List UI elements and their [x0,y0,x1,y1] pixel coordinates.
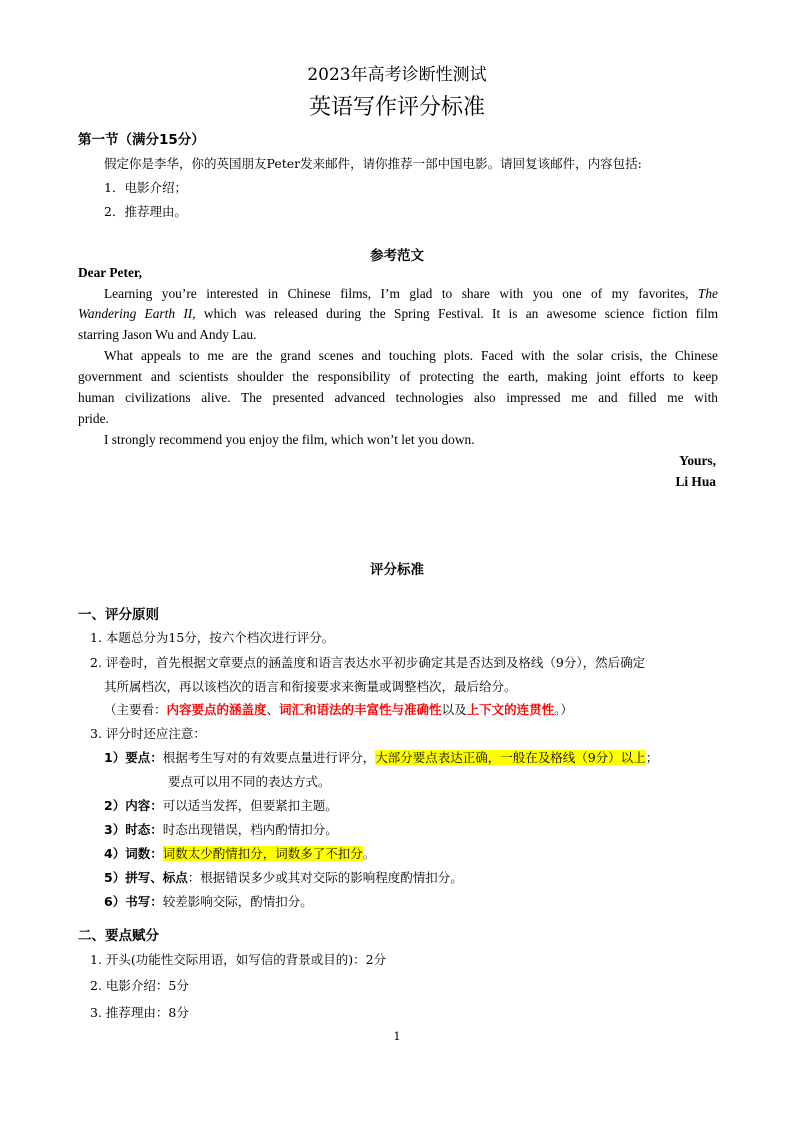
item-text: 。 [362,846,376,861]
note-item-3 [104,820,338,838]
item-key: 3）时态： [104,822,163,837]
criteria-heading: 评分标准 [370,562,424,578]
letter-p2-line4: pride. [78,411,109,426]
item-text: 可以适当发挥，但要紧扣主题。 [162,798,338,813]
item-text: ； [645,750,659,765]
doc-title: 2023年高考诊断性测试 [307,65,487,85]
note-text: （主要看： [104,702,167,717]
section1-point-2: 2．推荐理由。 [104,204,187,219]
item-key: 2）内容： [104,798,163,813]
score-point-2: 2. 电影介绍：5分 [90,978,189,993]
note-text: 、 [266,702,280,717]
rule-3: 3. 评分时还应注意： [90,726,206,741]
film-title-part: The [697,286,718,301]
item-key: 6）书写： [104,894,163,909]
part2-heading: 二、要点赋分 [78,928,159,944]
film-title-part: Wandering Earth II [78,306,193,321]
rule-2-line1: 2. 评卷时，首先根据文章要点的涵盖度和语言表达水平初步确定其是否达到及格线（9分），然后确定 [90,655,646,670]
emphasis-vocab-grammar: 词汇和语法的丰富性与准确性 [279,702,442,717]
note-item-5 [104,868,463,886]
letter-text: Learning you’re interested in Chinese films, I’m glad to share with you one of my favorites, [104,286,689,301]
rule-2-line2: 其所属档次，再以该档次的语言和衔接要求来衡量或调整档次，最后给分。 [104,679,517,694]
letter-p1-line3: starring Jason Wu and Andy Lau. [78,327,257,342]
letter-p1-line2 [78,306,718,322]
item-text: 较差影响交际，酌情扣分。 [162,894,313,909]
score-point-3: 3. 推荐理由：8分 [90,1005,189,1020]
highlight-text: 大部分要点表达正确，一般在及格线（9分）以上 [375,750,646,765]
score-point-1: 1. 开头(功能性交际用语，如写信的背景或目的)：2分 [90,952,387,967]
item-text: 根据考生写对的有效要点量进行评分， [162,750,376,765]
letter-p2-line2: government and scientists shoulder the responsibility of protecting the earth, making joint efforts to keep [78,369,718,384]
item-text: ：根据错误多少或其对交际的影响程度酌情扣分。 [187,870,463,885]
letter-p2-line3: human civilizations alive. The presented advanced technologies also impressed me and filled me with [78,390,718,405]
letter-salutation: Dear Peter, [78,265,142,280]
part1-heading: 一、评分原则 [78,607,159,623]
note-item-4 [104,844,375,862]
note-item-1-line2: 要点可以用不同的表达方式。 [168,774,331,789]
page-number: 1 [393,1030,401,1043]
note-item-2 [104,796,338,814]
rule-1: 1. 本题总分为15分，按六个档次进行评分。 [90,630,335,645]
letter-p3: I strongly recommend you enjoy the film, which won’t let you down. [104,432,475,447]
note-item-6 [104,892,313,910]
item-text: 时态出现错误，档内酌情扣分。 [162,822,338,837]
highlight-text: 词数太少酌情扣分，词数多了不扣分 [162,846,363,861]
item-key: 1）要点： [104,750,163,765]
emphasis-coverage: 内容要点的涵盖度 [166,702,267,717]
letter-p2-line1: What appeals to me are the grand scenes and touching plots. Faced with the solar crisis, the Chinese [104,348,718,363]
letter-text: , which was released during the Spring Festival. It is an awesome science fiction film [192,306,718,321]
note-item-1 [104,748,658,766]
doc-subtitle: 英语写作评分标准 [308,95,485,120]
rule-2-note [104,700,573,718]
item-key: 4）词数： [104,846,163,861]
section1-heading: 第一节（满分15分） [78,132,205,148]
section1-prompt: 假定你是李华，你的英国朋友Peter发来邮件，请你推荐一部中国电影。请回复该邮件，内容包括: [104,156,642,171]
item-key: 5）拼写、标点 [104,870,188,885]
emphasis-coherence: 上下文的连贯性 [466,702,555,717]
note-text: 。） [554,702,573,717]
letter-p1-line1 [104,286,718,302]
note-text: 以及 [441,702,467,717]
sample-heading: 参考范文 [370,248,424,264]
section1-point-1: 1．电影介绍； [104,180,187,195]
letter-signature: Li Hua [675,474,716,489]
letter-closing: Yours, [679,453,716,468]
